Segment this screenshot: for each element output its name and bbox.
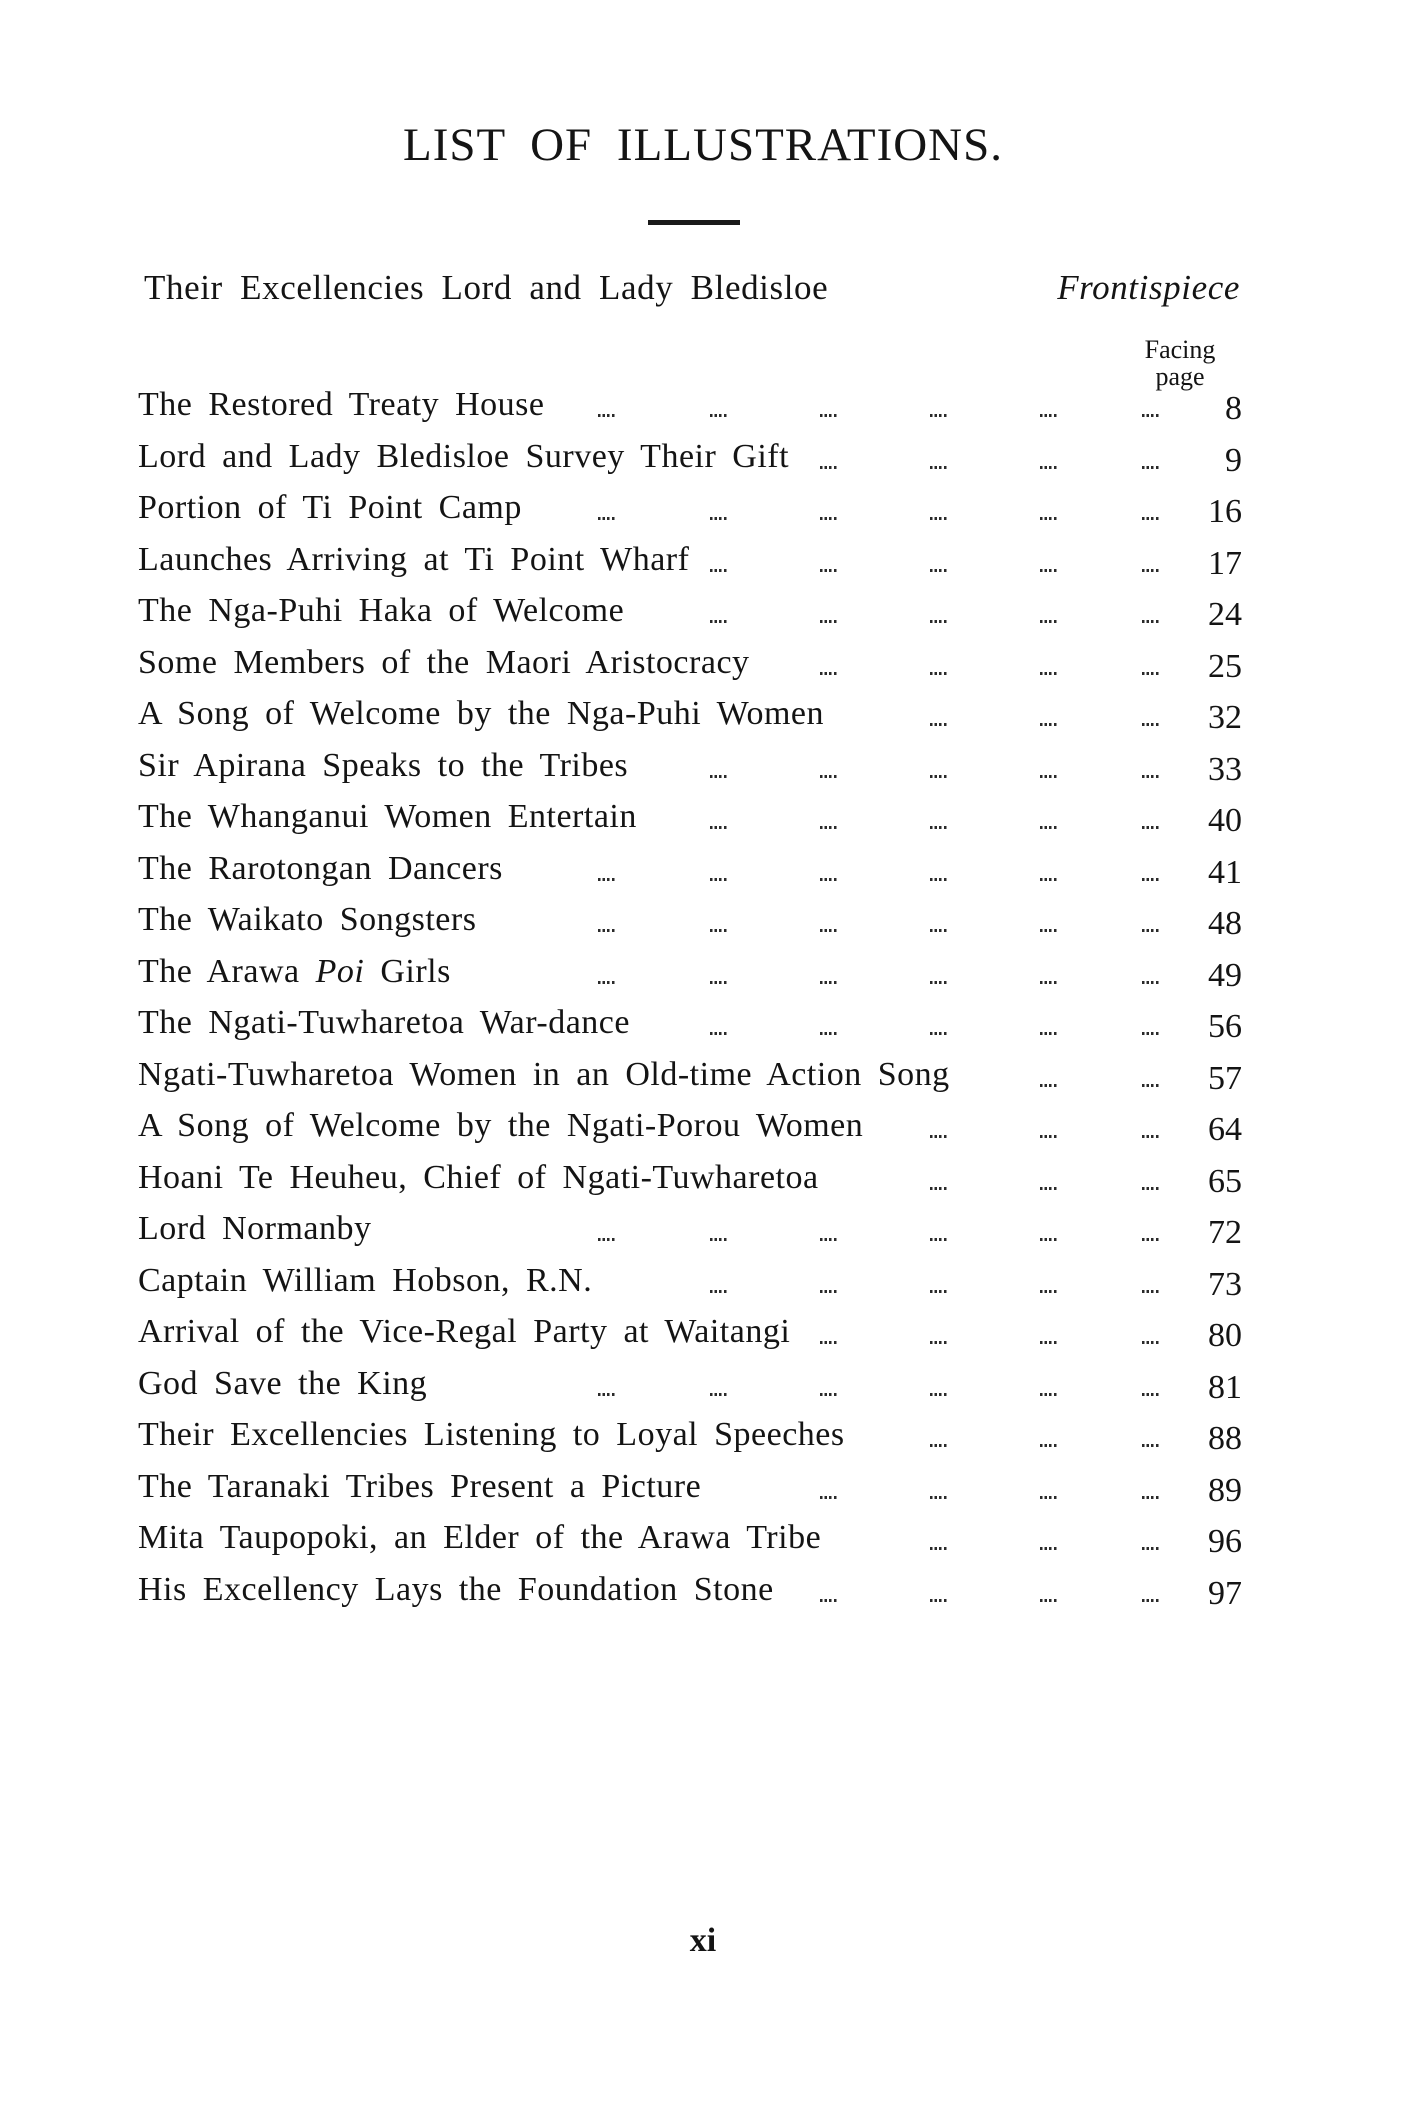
entry-title: Ngati-Tuwharetoa Women in an Old-time Action Song <box>138 1055 950 1093</box>
dot-leader <box>1142 826 1160 829</box>
entry-title <box>138 953 451 991</box>
dot-leader <box>1040 1547 1058 1550</box>
dot-leader <box>820 414 838 417</box>
dot-leader <box>1040 569 1058 572</box>
list-item <box>138 1519 1242 1571</box>
dot-leader <box>1040 517 1058 520</box>
frontispiece-title: Their Excellencies Lord and Lady Bledisloe <box>144 268 829 307</box>
dot-leader <box>820 981 838 984</box>
dot-leader <box>930 1599 948 1602</box>
dot-leader <box>820 1341 838 1344</box>
entry-title-italic: Poi <box>315 952 365 990</box>
entry-page: 32 <box>1208 699 1242 736</box>
entry-title-prefix: The Arawa <box>138 952 316 990</box>
entry-page: 80 <box>1208 1317 1242 1354</box>
list-item <box>138 1056 1242 1108</box>
dot-leader <box>1040 672 1058 675</box>
dot-leader <box>820 1496 838 1499</box>
list-item <box>138 1210 1242 1262</box>
dot-leader <box>710 775 728 778</box>
list-item <box>138 489 1242 541</box>
entry-page: 88 <box>1208 1420 1242 1457</box>
entry-page: 73 <box>1208 1265 1242 1303</box>
entry-title: Mita Taupopoki, an Elder of the Arawa Tribe <box>138 1519 822 1556</box>
dot-leader <box>930 620 948 623</box>
list-item <box>138 438 1242 490</box>
entry-title: A Song of Welcome by the Nga-Puhi Women <box>138 695 824 732</box>
dot-leader <box>820 517 838 520</box>
dot-leader <box>1142 1238 1160 1241</box>
list-item <box>138 386 1242 438</box>
entry-page: 64 <box>1208 1111 1242 1148</box>
dot-leader <box>1142 672 1160 675</box>
dot-leader <box>930 569 948 572</box>
list-item <box>138 1107 1242 1159</box>
entry-title: The Ngati-Tuwharetoa War-dance <box>138 1004 630 1041</box>
facing-label-line1: Facing <box>1144 335 1216 364</box>
dot-leader <box>930 1341 948 1344</box>
dot-leader <box>820 1599 838 1602</box>
dot-leader <box>930 775 948 778</box>
dot-leader <box>820 672 838 675</box>
entry-title: Lord and Lady Bledisloe Survey Their Gift <box>138 437 790 475</box>
dot-leader <box>930 517 948 520</box>
dot-leader <box>1142 1393 1160 1396</box>
dot-leader <box>1142 878 1160 881</box>
dot-leader <box>1040 1341 1058 1344</box>
dot-leader <box>820 620 838 623</box>
dot-leader <box>1142 929 1160 932</box>
list-item <box>138 592 1242 644</box>
dot-leader <box>930 1135 948 1138</box>
dot-leader <box>1040 620 1058 623</box>
dot-leader <box>1040 723 1058 726</box>
entry-page: 24 <box>1208 596 1242 633</box>
list-item <box>138 1159 1242 1211</box>
dot-leader <box>1142 981 1160 984</box>
page-title: LIST OF ILLUSTRATIONS. <box>402 119 1004 171</box>
dot-leader <box>820 1238 838 1241</box>
entry-page: 25 <box>1208 647 1242 685</box>
dot-leader <box>1142 1135 1160 1138</box>
dot-leader <box>1142 1084 1160 1087</box>
dot-leader <box>1142 414 1160 417</box>
dot-leader <box>820 1290 838 1293</box>
dot-leader <box>930 1290 948 1293</box>
dot-leader <box>1142 1547 1160 1550</box>
page-number: xi <box>689 1922 717 1959</box>
entry-title: Arrival of the Vice-Regal Party at Waitangi <box>138 1313 791 1350</box>
entry-title-suffix: Girls <box>364 952 451 990</box>
dot-leader <box>710 517 728 520</box>
entry-title: The Waikato Songsters <box>138 901 477 938</box>
list-item <box>138 1313 1242 1365</box>
illustrations-list <box>138 386 1242 1622</box>
entry-page: 33 <box>1208 750 1242 788</box>
dot-leader <box>1040 1599 1058 1602</box>
facing-label-line2: page <box>1155 362 1205 391</box>
entry-page: 96 <box>1208 1523 1242 1560</box>
entry-title: Captain William Hobson, R.N. <box>138 1261 593 1299</box>
entry-page: 57 <box>1208 1059 1242 1097</box>
dot-leader <box>598 929 616 932</box>
list-item <box>138 747 1242 799</box>
dot-leader <box>598 878 616 881</box>
dot-leader <box>710 620 728 623</box>
dot-leader <box>1142 775 1160 778</box>
dot-leader <box>1142 1032 1160 1035</box>
dot-leader <box>820 929 838 932</box>
entry-title: Lord Normanby <box>138 1210 372 1247</box>
dot-leader <box>820 569 838 572</box>
dot-leader <box>1040 466 1058 469</box>
dot-leader <box>1142 1444 1160 1447</box>
entry-title: Hoani Te Heuheu, Chief of Ngati-Tuwharetoa <box>138 1158 819 1196</box>
dot-leader <box>820 878 838 881</box>
dot-leader <box>598 1393 616 1396</box>
dot-leader <box>820 775 838 778</box>
entry-page: 40 <box>1208 802 1242 839</box>
list-item <box>138 1468 1242 1520</box>
entry-title: The Taranaki Tribes Present a Picture <box>138 1467 702 1505</box>
list-item <box>138 1262 1242 1314</box>
dot-leader <box>710 878 728 881</box>
dot-leader <box>598 517 616 520</box>
dot-leader <box>930 414 948 417</box>
dot-leader <box>1142 1341 1160 1344</box>
dot-leader <box>1142 723 1160 726</box>
dot-leader <box>930 1444 948 1447</box>
dot-leader <box>930 826 948 829</box>
title-rule <box>648 220 740 225</box>
dot-leader <box>1040 1135 1058 1138</box>
dot-leader <box>1040 775 1058 778</box>
entry-page: 56 <box>1208 1008 1242 1045</box>
dot-leader <box>1040 1238 1058 1241</box>
dot-leader <box>1040 1290 1058 1293</box>
entry-page: 8 <box>1225 390 1242 427</box>
list-item <box>138 798 1242 850</box>
dot-leader <box>710 929 728 932</box>
dot-leader <box>1040 1084 1058 1087</box>
dot-leader <box>710 414 728 417</box>
dot-leader <box>1040 1187 1058 1190</box>
entry-title: His Excellency Lays the Foundation Stone <box>138 1570 774 1608</box>
dot-leader <box>598 981 616 984</box>
dot-leader <box>930 672 948 675</box>
dot-leader <box>598 1238 616 1241</box>
list-item <box>138 1004 1242 1056</box>
dot-leader <box>930 1393 948 1396</box>
dot-leader <box>1040 878 1058 881</box>
dot-leader <box>710 1032 728 1035</box>
dot-leader <box>710 1290 728 1293</box>
dot-leader <box>710 1393 728 1396</box>
entry-title: The Restored Treaty House <box>138 386 545 423</box>
list-item <box>138 850 1242 902</box>
dot-leader <box>930 929 948 932</box>
entry-page: 97 <box>1208 1574 1242 1612</box>
dot-leader <box>1142 1187 1160 1190</box>
dot-leader <box>820 1032 838 1035</box>
dot-leader <box>1040 1496 1058 1499</box>
list-item <box>138 1571 1242 1623</box>
dot-leader <box>930 723 948 726</box>
frontispiece-entry <box>144 268 1240 312</box>
dot-leader <box>598 414 616 417</box>
list-item <box>138 1416 1242 1468</box>
dot-leader <box>820 826 838 829</box>
dot-leader <box>930 981 948 984</box>
dot-leader <box>1142 1290 1160 1293</box>
dot-leader <box>1040 1444 1058 1447</box>
entry-title: God Save the King <box>138 1364 428 1402</box>
frontispiece-label: Frontispiece <box>1057 268 1240 307</box>
dot-leader <box>930 1547 948 1550</box>
dot-leader <box>930 1032 948 1035</box>
dot-leader <box>1142 517 1160 520</box>
list-item <box>138 953 1242 1005</box>
entry-page: 17 <box>1208 544 1242 582</box>
list-item <box>138 1365 1242 1417</box>
entry-page: 72 <box>1208 1214 1242 1251</box>
dot-leader <box>930 1496 948 1499</box>
dot-leader <box>1142 466 1160 469</box>
dot-leader <box>1040 981 1058 984</box>
dot-leader <box>1142 620 1160 623</box>
dot-leader <box>1142 1599 1160 1602</box>
entry-page: 9 <box>1225 441 1242 479</box>
entry-title: Portion of Ti Point Camp <box>138 489 522 526</box>
entry-page: 41 <box>1208 853 1242 891</box>
dot-leader <box>1040 1393 1058 1396</box>
dot-leader <box>1040 929 1058 932</box>
dot-leader <box>930 1238 948 1241</box>
entry-title: Some Members of the Maori Aristocracy <box>138 643 750 681</box>
dot-leader <box>710 981 728 984</box>
entry-title: Their Excellencies Listening to Loyal Speeches <box>138 1416 845 1453</box>
entry-page: 81 <box>1208 1368 1242 1406</box>
dot-leader <box>1142 569 1160 572</box>
entry-title: The Nga-Puhi Haka of Welcome <box>138 592 625 629</box>
entry-page: 65 <box>1208 1162 1242 1200</box>
dot-leader <box>710 1238 728 1241</box>
list-item <box>138 541 1242 593</box>
dot-leader <box>1040 826 1058 829</box>
dot-leader <box>1040 1032 1058 1035</box>
dot-leader <box>1142 1496 1160 1499</box>
entry-title: Sir Apirana Speaks to the Tribes <box>138 746 629 784</box>
dot-leader <box>930 1187 948 1190</box>
dot-leader <box>930 878 948 881</box>
list-item <box>138 644 1242 696</box>
facing-page-label <box>1110 336 1250 390</box>
entry-page: 16 <box>1208 493 1242 530</box>
entry-title: A Song of Welcome by the Ngati-Porou Women <box>138 1107 864 1144</box>
list-item <box>138 695 1242 747</box>
dot-leader <box>710 569 728 572</box>
entry-title: The Rarotongan Dancers <box>138 849 503 887</box>
entry-page: 89 <box>1208 1471 1242 1509</box>
list-item <box>138 901 1242 953</box>
entry-page: 49 <box>1208 956 1242 994</box>
dot-leader <box>710 826 728 829</box>
entry-title: Launches Arriving at Ti Point Wharf <box>138 540 690 578</box>
dot-leader <box>820 1393 838 1396</box>
dot-leader <box>820 466 838 469</box>
entry-page: 48 <box>1208 905 1242 942</box>
dot-leader <box>1040 414 1058 417</box>
entry-title: The Whanganui Women Entertain <box>138 798 637 835</box>
dot-leader <box>930 466 948 469</box>
